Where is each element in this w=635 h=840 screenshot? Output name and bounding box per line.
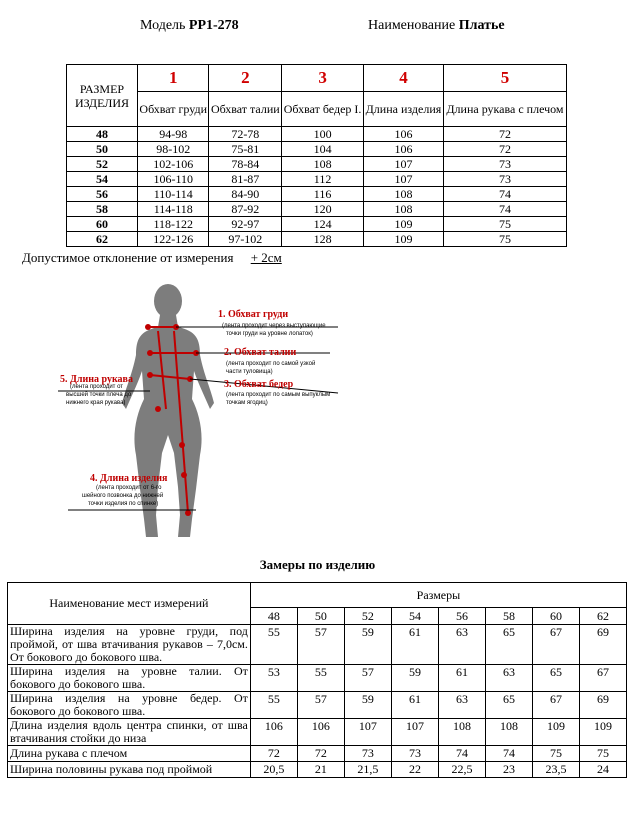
section-title: Замеры по изделию xyxy=(259,557,376,572)
size-cell: 60 xyxy=(67,217,138,232)
measure-value: 67 xyxy=(580,665,627,692)
measure-size-header: 58 xyxy=(486,608,533,625)
size-value-cell: 84-90 xyxy=(209,187,282,202)
size-value-cell: 100 xyxy=(282,127,364,142)
name-label: Наименование xyxy=(368,18,456,33)
size-value-cell: 73 xyxy=(443,172,566,187)
label-waist-title: 2. Обхват талии xyxy=(224,347,297,358)
size-value-cell: 75 xyxy=(443,232,566,247)
measure-size-header: 62 xyxy=(580,608,627,625)
size-value-cell: 74 xyxy=(443,202,566,217)
measure-value: 108 xyxy=(438,719,485,746)
label-length-note-2: шейного позвонка до нижней xyxy=(82,493,164,499)
size-value-cell: 104 xyxy=(282,142,364,157)
size-table xyxy=(66,64,567,247)
col-header-hips: Обхват бедер I. xyxy=(282,92,364,127)
measure-value: 55 xyxy=(250,625,297,665)
measure-value: 57 xyxy=(297,692,344,719)
size-cell: 62 xyxy=(67,232,138,247)
measure-value: 65 xyxy=(486,625,533,665)
size-value-cell: 92-97 xyxy=(209,217,282,232)
measure-value: 67 xyxy=(532,692,579,719)
measure-value: 61 xyxy=(391,692,438,719)
size-cell: 58 xyxy=(67,202,138,217)
measure-value: 22,5 xyxy=(438,762,485,778)
size-value-cell: 97-102 xyxy=(209,232,282,247)
measure-value: 23,5 xyxy=(532,762,579,778)
size-value-cell: 118-122 xyxy=(138,217,209,232)
measure-value: 106 xyxy=(250,719,297,746)
size-value-cell: 94-98 xyxy=(138,127,209,142)
label-hips-title: 3. Обхват бедер xyxy=(224,379,294,390)
measure-value: 63 xyxy=(438,692,485,719)
measure-value: 61 xyxy=(391,625,438,665)
measurement-figure xyxy=(0,275,635,545)
measure-value: 24 xyxy=(580,762,627,778)
size-cell: 50 xyxy=(67,142,138,157)
size-value-cell: 120 xyxy=(282,202,364,217)
size-value-cell: 109 xyxy=(364,217,444,232)
col-header-sleeve: Длина рукава с плечом xyxy=(443,92,566,127)
size-value-cell: 106-110 xyxy=(138,172,209,187)
size-value-cell: 110-114 xyxy=(138,187,209,202)
label-chest-title: 1. Обхват груди xyxy=(218,309,289,320)
size-value-cell: 87-92 xyxy=(209,202,282,217)
measure-row xyxy=(8,692,627,719)
size-value-cell: 108 xyxy=(364,202,444,217)
measure-value: 59 xyxy=(391,665,438,692)
measure-size-header: 56 xyxy=(438,608,485,625)
measure-value: 109 xyxy=(532,719,579,746)
model-header xyxy=(140,18,239,34)
label-sleeve-title: 5. Длина рукава xyxy=(60,374,133,385)
measure-value: 55 xyxy=(250,692,297,719)
measure-value: 75 xyxy=(532,746,579,762)
size-cell: 54 xyxy=(67,172,138,187)
measure-value: 65 xyxy=(486,692,533,719)
size-row xyxy=(67,127,567,142)
size-row xyxy=(67,142,567,157)
measure-value: 20,5 xyxy=(250,762,297,778)
measure-value: 65 xyxy=(532,665,579,692)
size-value-cell: 98-102 xyxy=(138,142,209,157)
size-value-cell: 112 xyxy=(282,172,364,187)
label-chest-note-1: (лента проходит через выступающие xyxy=(222,323,326,329)
measure-value: 59 xyxy=(344,625,391,665)
tolerance-value: + 2см xyxy=(250,250,282,265)
measure-value: 74 xyxy=(438,746,485,762)
measure-value: 57 xyxy=(344,665,391,692)
measure-value: 63 xyxy=(438,625,485,665)
measure-value: 109 xyxy=(580,719,627,746)
measure-value: 107 xyxy=(344,719,391,746)
size-value-cell: 72 xyxy=(443,142,566,157)
measure-size-header: 48 xyxy=(250,608,297,625)
label-hips-note-1: (лента проходит по самым выпуклым xyxy=(226,392,331,398)
measure-label: Ширина изделия на уровне бедер. От бокового до бокового шва. xyxy=(8,692,251,719)
measure-row xyxy=(8,625,627,665)
measure-value: 22 xyxy=(391,762,438,778)
measure-row xyxy=(8,746,627,762)
size-value-cell: 78-84 xyxy=(209,157,282,172)
size-value-cell: 116 xyxy=(282,187,364,202)
col-number-3: 3 xyxy=(282,65,364,92)
measure-value: 67 xyxy=(532,625,579,665)
size-value-cell: 122-126 xyxy=(138,232,209,247)
col-number-4: 4 xyxy=(364,65,444,92)
measure-value: 72 xyxy=(297,746,344,762)
size-value-cell: 107 xyxy=(364,157,444,172)
label-sleeve-note-2: высшей точки плеча до xyxy=(66,392,132,398)
size-value-cell: 75 xyxy=(443,217,566,232)
name-value: Платье xyxy=(458,18,505,33)
measure-label: Длина изделия вдоль центра спинки, от шва втачивания стойки до низа xyxy=(8,719,251,746)
size-value-cell: 128 xyxy=(282,232,364,247)
measure-value: 75 xyxy=(580,746,627,762)
size-corner-label: РАЗМЕР ИЗДЕЛИЯ xyxy=(67,65,138,127)
measure-sizes-header: Размеры xyxy=(250,583,626,608)
label-chest-note-2: точки груди на уровне лопаток) xyxy=(226,331,313,337)
size-value-cell: 108 xyxy=(364,187,444,202)
measure-size-header: 52 xyxy=(344,608,391,625)
measure-label: Ширина половины рукава под проймой xyxy=(8,762,251,778)
measure-value: 21,5 xyxy=(344,762,391,778)
measure-value: 108 xyxy=(486,719,533,746)
measure-row xyxy=(8,719,627,746)
measure-label: Длина рукава с плечом xyxy=(8,746,251,762)
measure-value: 107 xyxy=(391,719,438,746)
size-cell: 48 xyxy=(67,127,138,142)
size-value-cell: 106 xyxy=(364,142,444,157)
measure-value: 73 xyxy=(391,746,438,762)
name-header xyxy=(368,18,505,34)
col-header-chest: Обхват груди xyxy=(138,92,209,127)
size-value-cell: 114-118 xyxy=(138,202,209,217)
measure-value: 73 xyxy=(344,746,391,762)
size-value-cell: 106 xyxy=(364,127,444,142)
measure-value: 69 xyxy=(580,625,627,665)
col-number-5: 5 xyxy=(443,65,566,92)
label-sleeve-note-3: нижнего края рукава) xyxy=(66,400,126,406)
measure-size-header: 60 xyxy=(532,608,579,625)
label-length-note-3: точки изделия по спинке) xyxy=(88,501,159,507)
measure-value: 63 xyxy=(486,665,533,692)
size-row xyxy=(67,187,567,202)
size-row xyxy=(67,232,567,247)
measure-label: Ширина изделия на уровне груди, под проймой, от шва втачивания рукавов – 7,0см. От бокового до бокового шва. xyxy=(8,625,251,665)
label-length-note-1: (лента проходит от 6-го xyxy=(96,485,162,491)
size-value-cell: 108 xyxy=(282,157,364,172)
model-value: РР1-278 xyxy=(188,18,239,33)
measure-value: 21 xyxy=(297,762,344,778)
label-sleeve-note-1: (лента проходит от xyxy=(70,384,124,390)
measure-value: 69 xyxy=(580,692,627,719)
size-value-cell: 109 xyxy=(364,232,444,247)
col-number-2: 2 xyxy=(209,65,282,92)
col-header-length: Длина изделия xyxy=(364,92,444,127)
size-cell: 56 xyxy=(67,187,138,202)
measure-value: 57 xyxy=(297,625,344,665)
size-value-cell: 72 xyxy=(443,127,566,142)
size-value-cell: 73 xyxy=(443,157,566,172)
label-length-title: 4. Длина изделия xyxy=(90,473,168,484)
size-value-cell: 74 xyxy=(443,187,566,202)
measure-value: 23 xyxy=(486,762,533,778)
measure-value: 53 xyxy=(250,665,297,692)
measure-value: 55 xyxy=(297,665,344,692)
measure-value: 72 xyxy=(250,746,297,762)
measure-value: 61 xyxy=(438,665,485,692)
size-row xyxy=(67,157,567,172)
size-value-cell: 72-78 xyxy=(209,127,282,142)
measure-row xyxy=(8,665,627,692)
size-value-cell: 102-106 xyxy=(138,157,209,172)
size-value-cell: 124 xyxy=(282,217,364,232)
measure-row xyxy=(8,762,627,778)
tolerance-note xyxy=(22,250,282,266)
measure-value: 59 xyxy=(344,692,391,719)
size-value-cell: 81-87 xyxy=(209,172,282,187)
label-waist-note-2: части туловища) xyxy=(226,369,273,375)
col-number-1: 1 xyxy=(138,65,209,92)
size-row xyxy=(67,202,567,217)
measure-label: Ширина изделия на уровне талии. От бокового до бокового шва. xyxy=(8,665,251,692)
col-header-waist: Обхват талии xyxy=(209,92,282,127)
size-value-cell: 107 xyxy=(364,172,444,187)
model-label: Модель xyxy=(140,18,186,33)
size-row xyxy=(67,172,567,187)
measure-name-header: Наименование мест измерений xyxy=(8,583,251,625)
size-row xyxy=(67,217,567,232)
measure-size-header: 50 xyxy=(297,608,344,625)
size-cell: 52 xyxy=(67,157,138,172)
label-hips-note-2: точкам ягодиц) xyxy=(226,400,268,406)
size-value-cell: 75-81 xyxy=(209,142,282,157)
measure-size-header: 54 xyxy=(391,608,438,625)
body-silhouette xyxy=(122,284,214,537)
measure-value: 74 xyxy=(486,746,533,762)
label-waist-note-1: (лента проходит по самой узкой xyxy=(226,361,316,367)
measure-value: 106 xyxy=(297,719,344,746)
tolerance-text: Допустимое отклонение от измерения xyxy=(22,250,234,265)
measurement-table xyxy=(7,582,627,778)
